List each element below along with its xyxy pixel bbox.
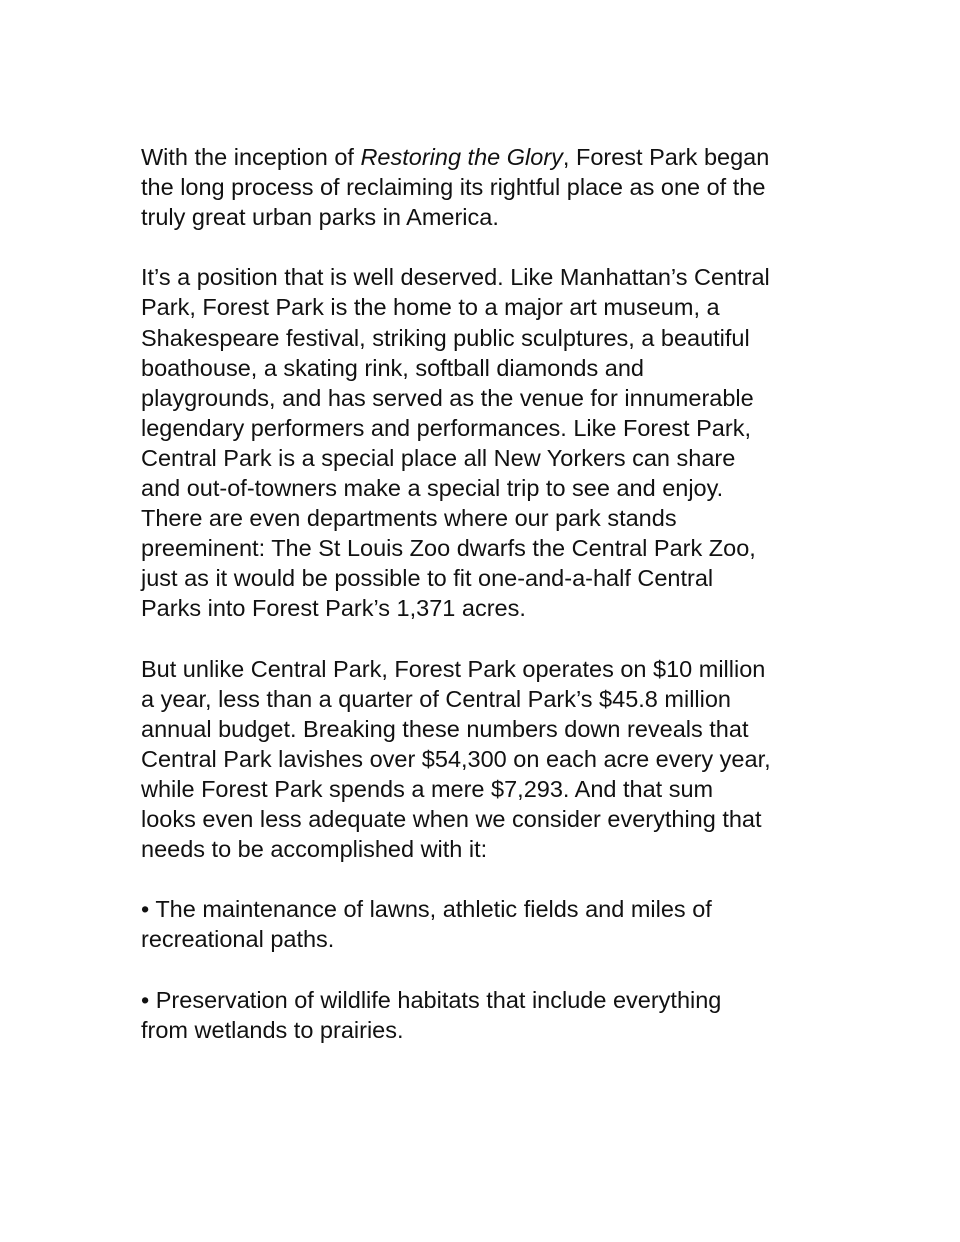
paragraph-intro <box>141 142 831 232</box>
text-line: and out-of-towners make a special trip to see and enjoy. <box>141 475 724 502</box>
text-line: recreational paths. <box>141 926 335 953</box>
text-line: Parks into Forest Park’s 1,371 acres. <box>141 595 526 622</box>
text-line: annual budget. Breaking these numbers down reveals that <box>141 715 749 742</box>
text-line: Park, Forest Park is the home to a major art museum, a <box>141 294 720 321</box>
text-line: It’s a position that is well deserved. Like Manhattan’s Central <box>141 264 770 291</box>
paragraph-comparison <box>141 262 831 623</box>
text-line: needs to be accomplished with it: <box>141 836 488 863</box>
text-line-start: With the inception of <box>141 144 361 170</box>
document-page <box>141 142 831 1075</box>
text-line: from wetlands to prairies. <box>141 1016 404 1043</box>
book-title: Restoring the Glory <box>360 144 563 170</box>
text-line <box>141 142 831 172</box>
text-line: truly great urban parks in America. <box>141 204 499 231</box>
text-line: Central Park is a special place all New Yorkers can share <box>141 444 736 471</box>
bullet-item-preservation <box>141 985 831 1045</box>
text-line: But unlike Central Park, Forest Park operates on $10 million <box>141 655 766 682</box>
text-line: preeminent: The St Louis Zoo dwarfs the Central Park Zoo, <box>141 535 756 562</box>
text-line: Central Park lavishes over $54,300 on each acre every year, <box>141 745 771 772</box>
text-line: just as it would be possible to fit one-and-a-half Central <box>141 565 714 592</box>
text-line: looks even less adequate when we consider everything that <box>141 806 762 833</box>
text-line: boathouse, a skating rink, softball diamonds and <box>141 354 644 381</box>
text-line: while Forest Park spends a mere $7,293. And that sum <box>141 775 714 802</box>
text-line: a year, less than a quarter of Central Park’s $45.8 million <box>141 685 731 712</box>
text-line: Shakespeare festival, striking public sculptures, a beautiful <box>141 324 750 351</box>
text-line: legendary performers and performances. Like Forest Park, <box>141 414 751 441</box>
bullet-item-maintenance <box>141 894 831 954</box>
paragraph-budget <box>141 654 831 865</box>
text-line: the long process of reclaiming its rightful place as one of the <box>141 174 766 201</box>
text-line: • Preservation of wildlife habitats that include everything <box>141 986 722 1013</box>
text-line: • The maintenance of lawns, athletic fields and miles of <box>141 896 712 923</box>
text-line: There are even departments where our park stands <box>141 505 677 532</box>
text-line-end: , Forest Park began <box>562 144 770 170</box>
text-line: playgrounds, and has served as the venue for innumerable <box>141 384 754 411</box>
